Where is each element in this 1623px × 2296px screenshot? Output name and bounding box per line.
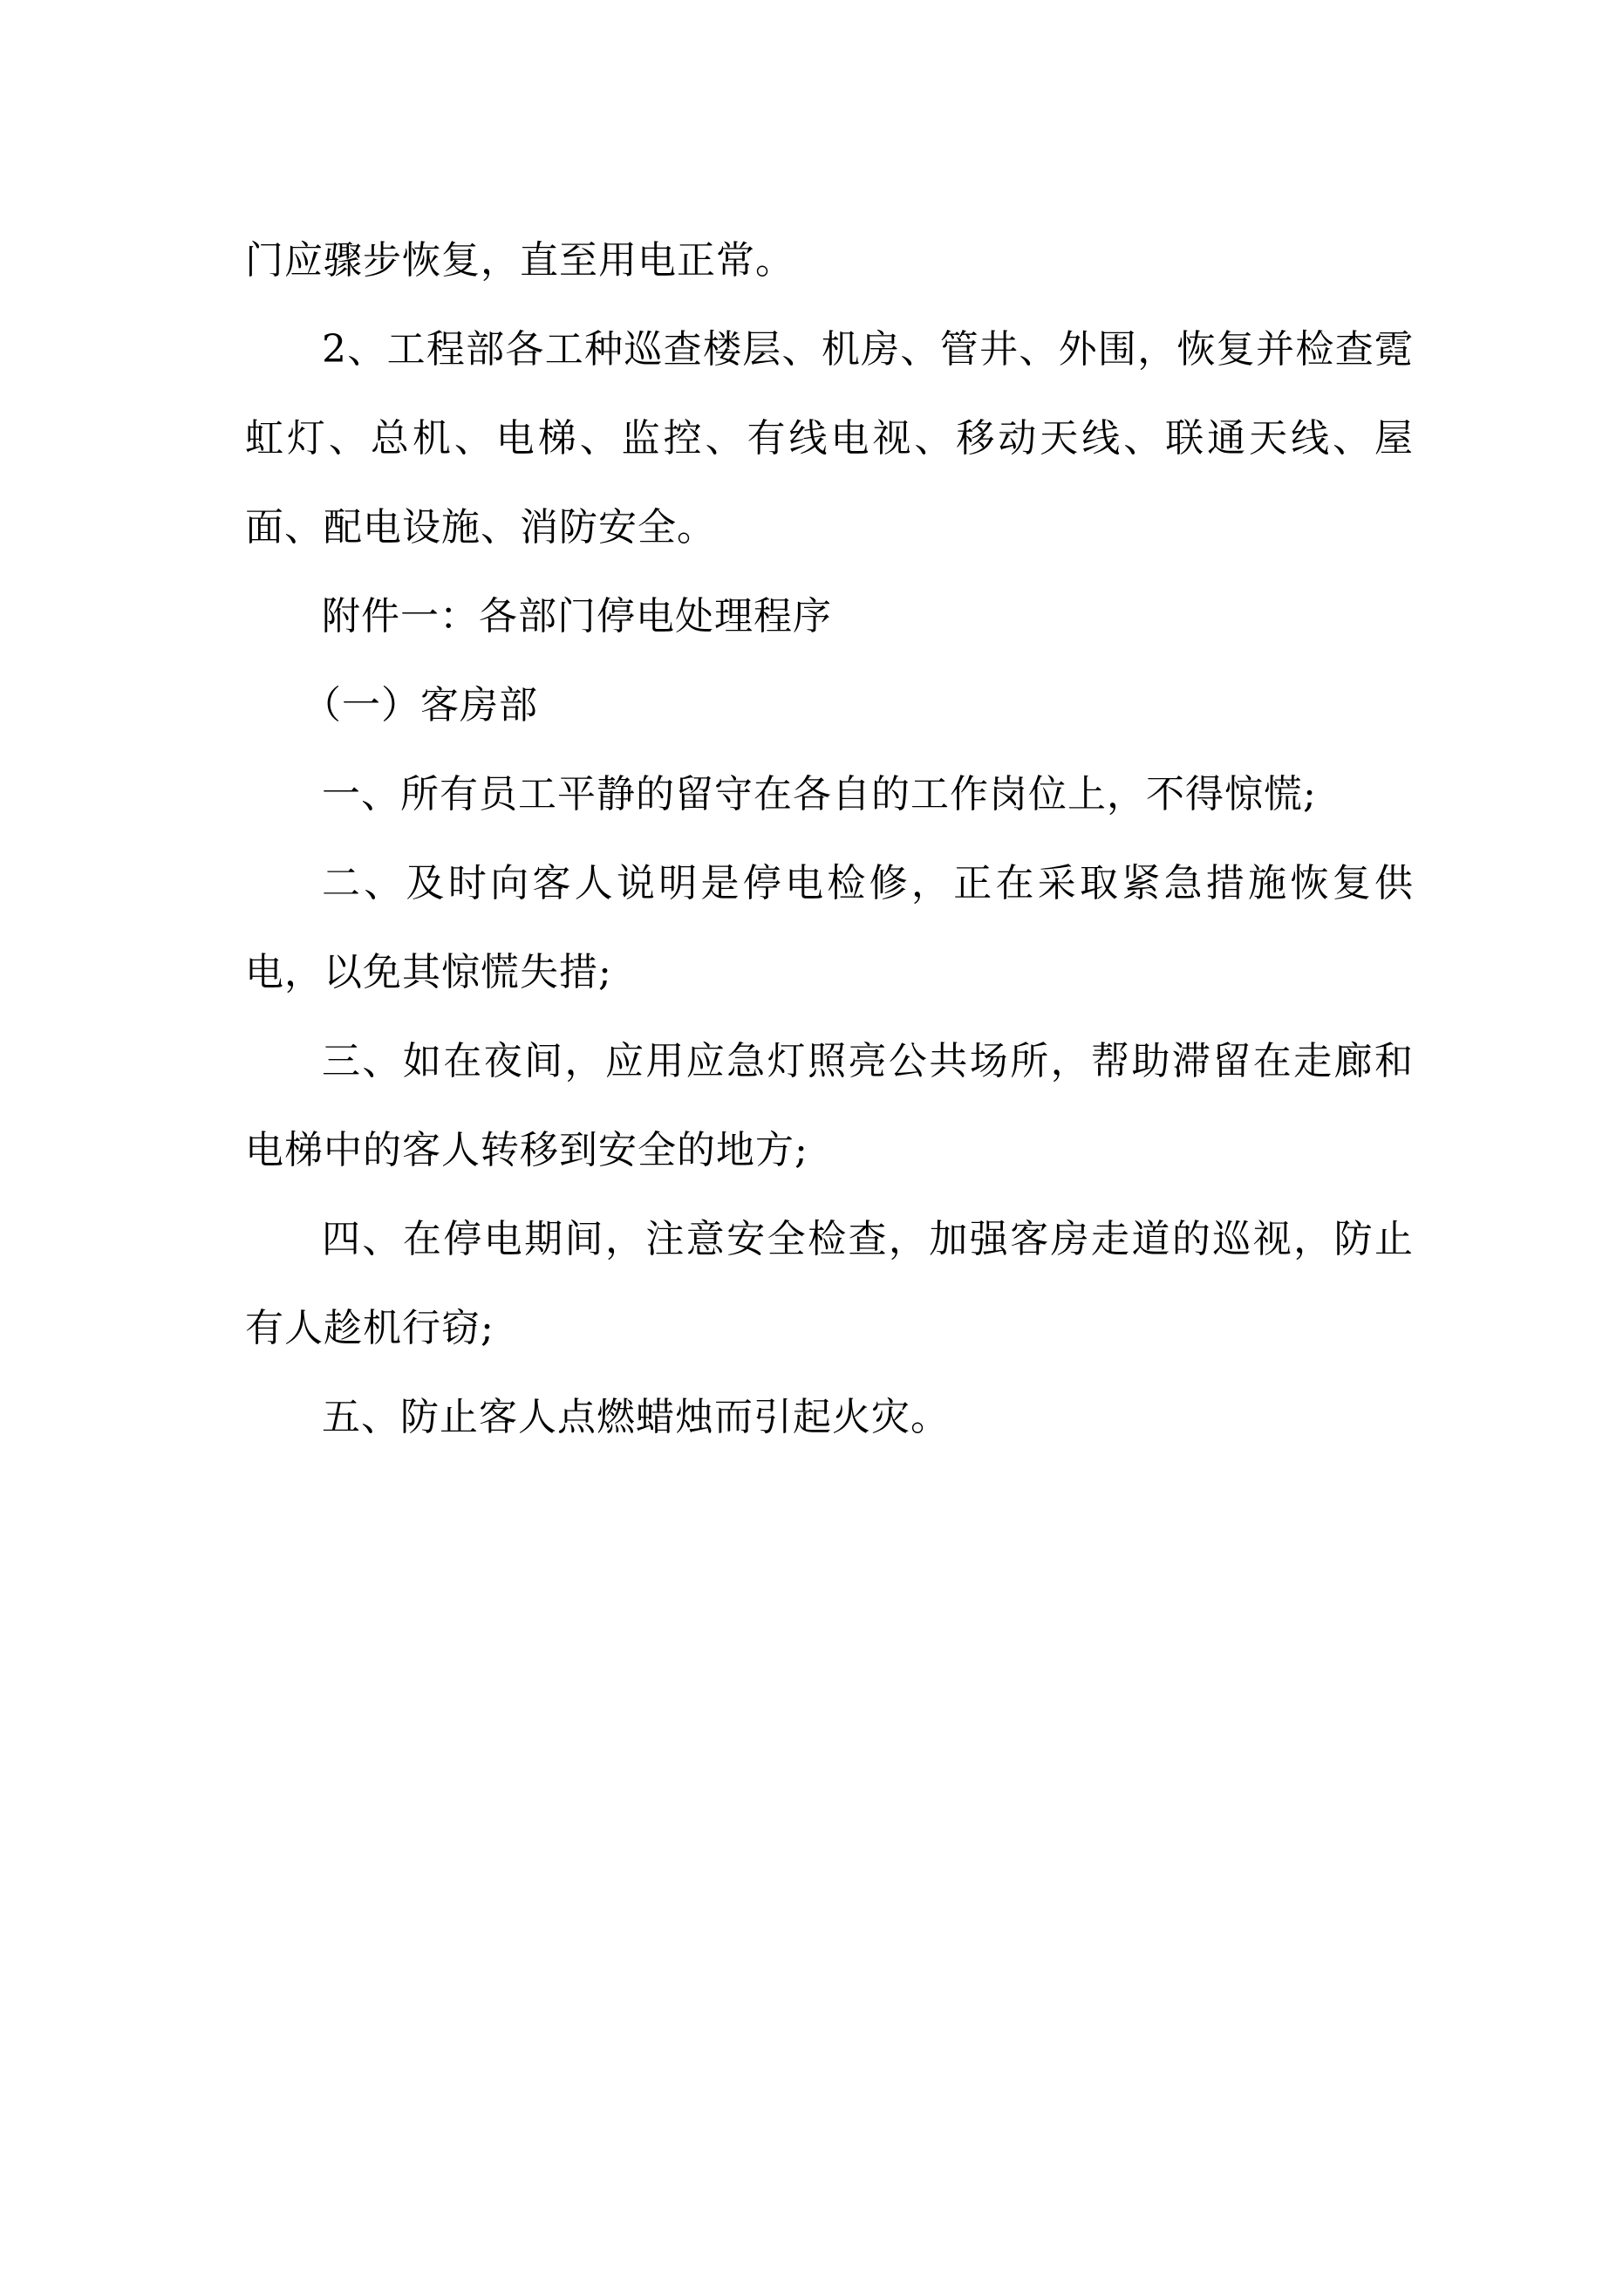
paragraph-engineering-inspection: 2、工程部各工种巡查楼层、机房、管井、外围，恢复并检查霓虹灯、总机、电梯、监控、有线电视、移动天线、联通天线、屋面、配电设施、消防安全。 [245, 327, 1414, 550]
document-body [245, 216, 1414, 1462]
list-item-2: 二、及时向客人说明是停电检修，正在采取紧急措施恢复供电，以免其惊慌失措; [245, 861, 1414, 994]
section-heading-housekeeping: （一）客房部 [303, 683, 538, 728]
list-item-5: 五、防止客人点燃蜡烛而引起火灾。 [322, 1395, 950, 1439]
list-item-4: 四、在停电期间，注意安全检查，加强客房走道的巡视，防止有人趁机行窃; [245, 1217, 1414, 1350]
list-item-1: 一、所有员工平静的留守在各自的工作岗位上，不得惊慌; [322, 772, 1317, 817]
paragraph-continuation: 门应骤步恢复，直至用电正常。 [245, 238, 794, 283]
appendix-title: 附件一：各部门停电处理程序 [322, 594, 832, 639]
list-item-3: 三、如在夜间，应用应急灯照亮公共场所，帮助滞留在走廊和电梯中的客人转移到安全的地方; [245, 1039, 1414, 1172]
